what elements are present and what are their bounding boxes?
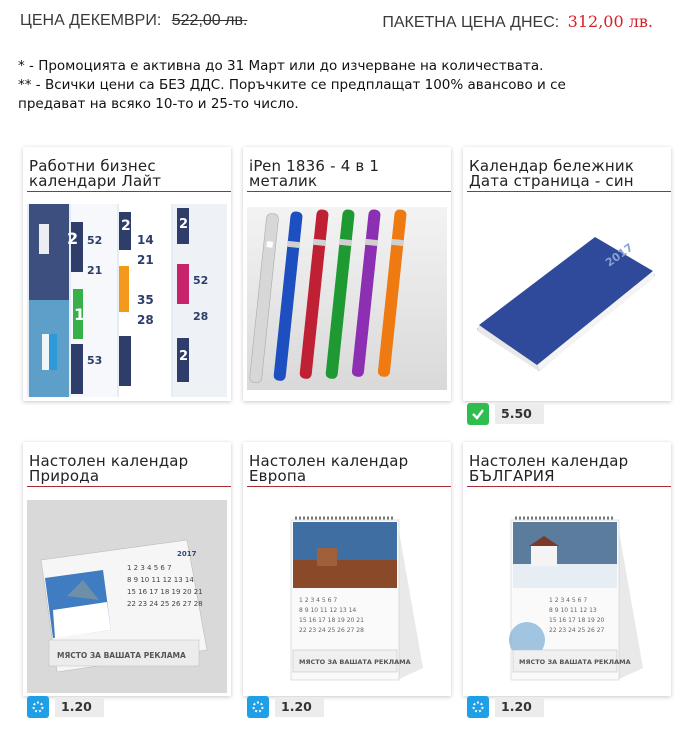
svg-text:28: 28 [193,310,209,323]
svg-text:МЯСТО ЗА ВАШАТА РЕКЛАМА: МЯСТО ЗА ВАШАТА РЕКЛАМА [57,651,186,660]
svg-text:1 2 3 4 5 6 7: 1 2 3 4 5 6 7 [299,597,338,604]
loading-spinner-icon [247,696,269,718]
price-badge [467,403,544,425]
svg-text:52: 52 [193,274,209,287]
today-price-label: ПАКЕТНА ЦЕНА ДНЕС: [382,14,560,31]
today-price-value: 312,00 лв. [567,12,653,31]
title-divider [27,486,231,487]
svg-text:22 23 24 25 26 27 28: 22 23 24 25 26 27 28 [127,600,203,608]
price-value: 1.20 [275,697,324,717]
product-title[interactable]: Настолен календар Европа [249,452,409,485]
svg-text:1 2 3 4 5 6 7: 1 2 3 4 5 6 7 [549,597,588,604]
product-image[interactable] [247,207,447,390]
title-divider [467,486,671,487]
product-image[interactable] [467,500,667,693]
svg-text:2: 2 [179,349,189,364]
svg-text:35: 35 [137,293,154,307]
product-title[interactable]: iPen 1836 - 4 в 1 металик [249,157,380,190]
december-price-label: ЦЕНА ДЕКЕМВРИ: [20,12,162,29]
product-card-ipen[interactable] [243,147,451,401]
product-card-desk-bulgaria[interactable] [463,442,671,714]
product-title[interactable]: Календар бележник Дата страница - син [469,157,635,190]
product-title[interactable]: Настолен календар БЪЛГАРИЯ [469,452,629,485]
price-value: 1.20 [495,697,544,717]
price-value: 1.20 [55,697,104,717]
product-image[interactable] [27,204,227,397]
svg-text:14: 14 [137,233,154,247]
product-card-notebook[interactable] [463,147,671,421]
price-badge [247,696,324,718]
price-badge [467,696,544,718]
price-bar [20,12,653,34]
svg-text:2: 2 [67,229,79,248]
promo-note-2: ** - Всички цени са БЕЗ ДДС. Поръчките се предплащат 100% авансово и се [18,77,566,93]
svg-text:15 16 17 18 19 20 21: 15 16 17 18 19 20 21 [127,588,203,596]
product-image[interactable] [27,500,227,693]
product-title[interactable]: Работни бизнес календари Лайт [29,157,162,190]
promo-note-3: предават на всяко 10-то и 25-то число. [18,96,299,112]
svg-text:МЯСТО ЗА ВАШАТА РЕКЛАМА: МЯСТО ЗА ВАШАТА РЕКЛАМА [519,658,631,666]
product-image[interactable] [467,199,667,394]
title-divider [247,191,451,192]
svg-text:8 9 10 11 12 13 14: 8 9 10 11 12 13 14 [299,607,357,614]
svg-text:22 23 24 25 26 27 28: 22 23 24 25 26 27 28 [299,627,364,634]
svg-text:2017: 2017 [603,240,636,270]
svg-text:1 2 3 4 5 6 7: 1 2 3 4 5 6 7 [127,564,172,572]
today-price-group [382,12,653,32]
title-divider [247,486,451,487]
svg-text:1: 1 [74,305,86,324]
svg-text:2: 2 [179,217,189,232]
svg-text:МЯСТО ЗА ВАШАТА РЕКЛАМА: МЯСТО ЗА ВАШАТА РЕКЛАМА [299,658,411,666]
product-card-desk-nature[interactable] [23,442,231,714]
product-image[interactable] [247,500,447,693]
loading-spinner-icon [27,696,49,718]
loading-spinner-icon [467,696,489,718]
product-card-desk-europe[interactable] [243,442,451,714]
product-card-work-calendars[interactable] [23,147,231,401]
svg-text:2017: 2017 [177,550,197,558]
product-title[interactable]: Настолен календар Природа [29,452,189,485]
title-divider [467,191,671,192]
svg-text:8 9 10 11 12 13: 8 9 10 11 12 13 [549,607,597,614]
svg-text:15 16 17 18 19 20: 15 16 17 18 19 20 [549,617,605,624]
price-value: 5.50 [495,404,544,424]
price-badge [27,696,104,718]
december-price-group [20,12,247,30]
svg-text:28: 28 [137,313,154,327]
svg-text:2: 2 [121,218,131,234]
svg-text:53: 53 [87,354,103,367]
promo-note-1: * - Промоцията е активна до 31 Март или до изчерване на количествата. [18,58,544,74]
svg-text:15 16 17 18 19 20 21: 15 16 17 18 19 20 21 [299,617,364,624]
checkmark-icon [467,403,489,425]
december-price-value: 522,00 лв. [171,12,248,29]
svg-text:22 23 24 25 26 27: 22 23 24 25 26 27 [549,627,605,634]
title-divider [27,191,231,192]
promo-notes [18,57,671,114]
svg-text:52: 52 [87,234,103,247]
svg-text:21: 21 [137,253,154,267]
svg-text:21: 21 [87,264,103,277]
svg-text:8 9 10 11 12 13 14: 8 9 10 11 12 13 14 [127,576,194,584]
